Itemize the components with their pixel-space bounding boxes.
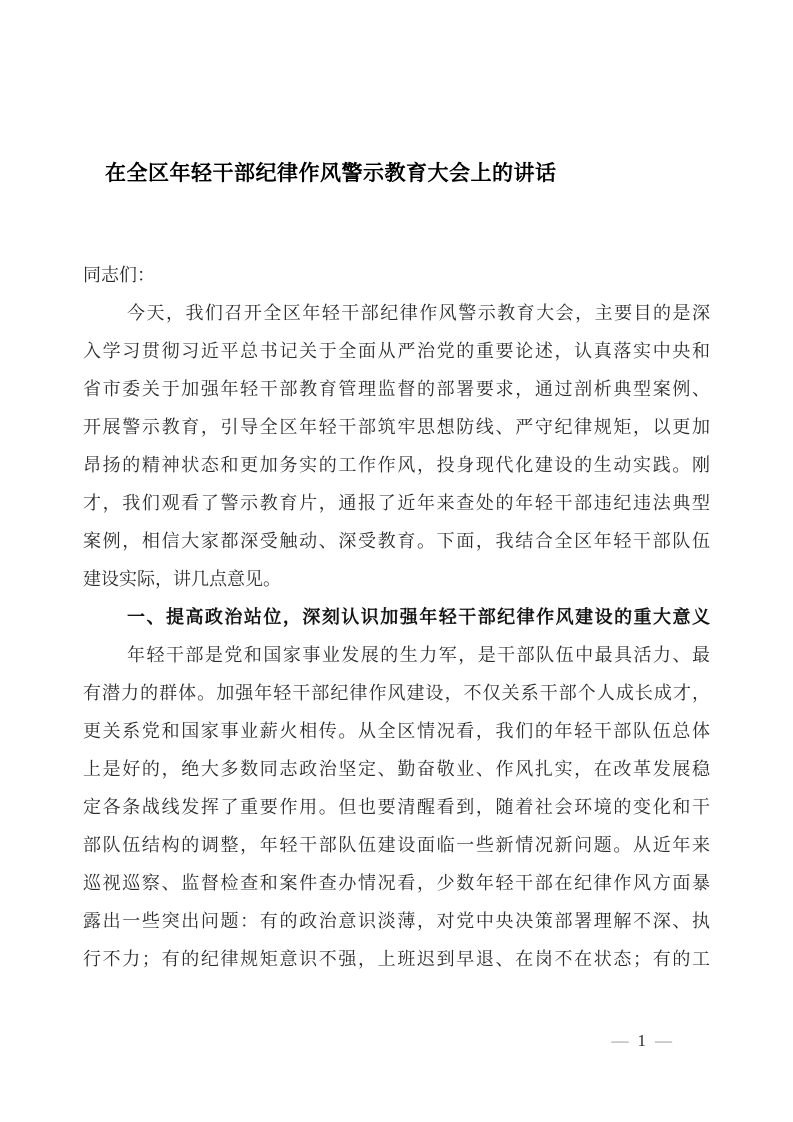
paragraph-line: 案例，相信大家都深受触动、深受教育。下面，我结合全区年轻干部队伍: [83, 531, 710, 551]
page-number-left-dash: —: [611, 1031, 629, 1050]
document-body: [83, 256, 710, 978]
paragraph-line: 有潜力的群体。加强年轻干部纪律作风建设，不仅关系干部个人成长成才，: [83, 683, 710, 703]
section-1-heading: 一、提高政治站位，深刻认识加强年轻干部纪律作风建设的重大意义: [127, 607, 710, 627]
paragraph-line: 露出一些突出问题：有的政治意识淡薄，对党中央决策部署理解不深、执: [83, 911, 710, 931]
footer-page-number: [612, 1029, 673, 1053]
paragraph-line: 更关系党和国家事业薪火相传。从全区情况看，我们的年轻干部队伍总体: [83, 721, 710, 741]
paragraph-1: [83, 294, 710, 598]
paragraph-line: 部队伍结构的调整，年轻干部队伍建设面临一些新情况新问题。从近年来: [83, 835, 710, 855]
page-title: 在全区年轻干部纪律作风警示教育大会上的讲话: [105, 162, 557, 185]
paragraph-line: 建设实际，讲几点意见。: [83, 569, 281, 589]
paragraph-line: 年轻干部是党和国家事业发展的生力军，是干部队伍中最具活力、最: [127, 645, 710, 665]
paragraph-line: 上是好的，绝大多数同志政治坚定、勤奋敬业、作风扎实，在改革发展稳: [83, 759, 710, 779]
paragraph-line: 定各条战线发挥了重要作用。但也要清醒看到，随着社会环境的变化和干: [83, 797, 710, 817]
paragraph-line: 巡视巡察、监督检查和案件查办情况看，少数年轻干部在纪律作风方面暴: [83, 873, 710, 893]
page-number-value: 1: [637, 1031, 646, 1050]
paragraph-line: 昂扬的精神状态和更加务实的工作作风，投身现代化建设的生动实践。刚: [83, 455, 710, 475]
paragraph-line: 开展警示教育，引导全区年轻干部筑牢思想防线、严守纪律规矩，以更加: [83, 417, 710, 437]
paragraph-line: 省市委关于加强年轻干部教育管理监督的部署要求，通过剖析典型案例、: [83, 379, 710, 399]
paragraph-line: 才，我们观看了警示教育片，通报了近年来查处的年轻干部违纪违法典型: [83, 493, 710, 513]
paragraph-line: 今天，我们召开全区年轻干部纪律作风警示教育大会，主要目的是深: [127, 303, 710, 323]
paragraph-line: 入学习贯彻习近平总书记关于全面从严治党的重要论述，认真落实中央和: [83, 341, 710, 361]
salutation: 同志们：: [83, 265, 155, 285]
page-number-right-dash: —: [655, 1031, 672, 1050]
paragraph-2: [83, 636, 710, 978]
paragraph-line: 行不力；有的纪律规矩意识不强，上班迟到早退、在岗不在状态；有的工: [83, 949, 710, 969]
